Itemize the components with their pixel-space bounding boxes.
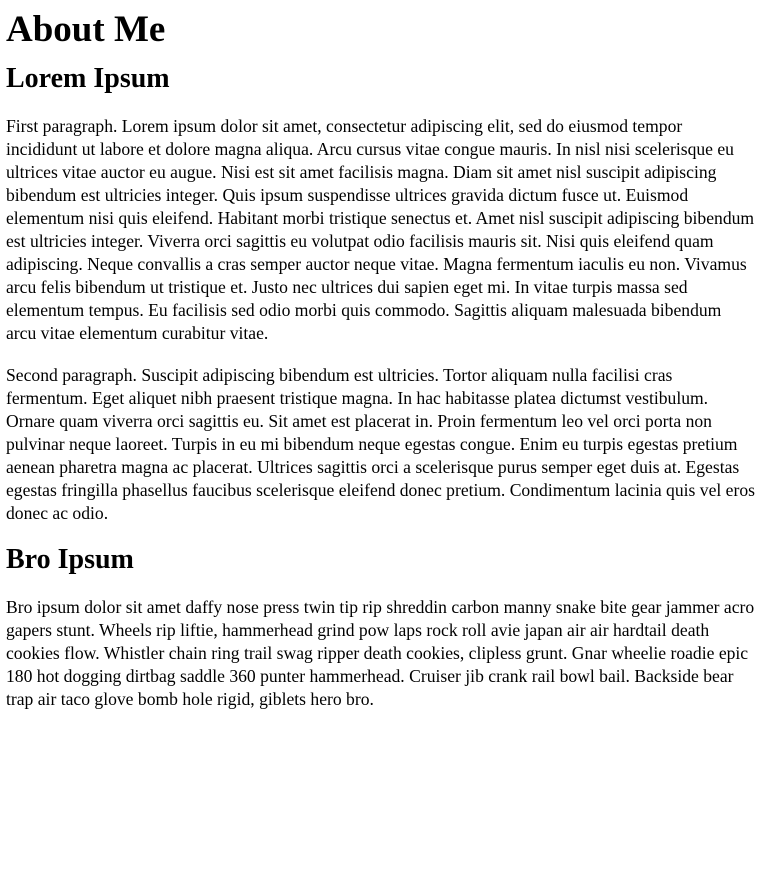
section-heading: Bro Ipsum (6, 544, 134, 575)
section-heading: Lorem Ipsum (6, 63, 170, 94)
paragraph: First paragraph. Lorem ipsum dolor sit amet, consectetur adipiscing elit, sed do eiusmod tempor incididunt ut labore et dolore magna aliqua. Arcu cursus vitae congue mauris. In nisl nisi scelerisque eu ultrices vitae auctor eu augue. Nisi est sit amet facilisis magna. Diam sit amet nisl suscipit adipiscing bibendum est ultricies integer. Quis ipsum suspendisse ultrices gravida dictum fusce ut. Euismod elementum nisi quis eleifend. Habitant morbi tristique senectus et. Amet nisl suscipit adipiscing bibendum est ultricies integer. Viverra orci sagittis eu volutpat odio facilisis mauris sit. Nisi quis eleifend quam adipiscing. Neque convallis a cras semper auctor neque vitae. Magna fermentum iaculis eu non. Vivamus arcu felis bibendum ut tristique et. Justo nec ultrices dui sapien eget mi. In vitae turpis massa sed elementum tempus. Eu facilisis sed odio morbi quis commodo. Sagittis aliquam malesuada bibendum arcu vitae elementum curabitur vitae. (6, 116, 755, 343)
section-bro-ipsum (6, 544, 756, 711)
page-title: About Me (6, 9, 166, 50)
paragraph: Bro ipsum dolor sit amet daffy nose press twin tip rip shreddin carbon manny snake bite gear jammer acro gapers stunt. Wheels rip liftie, hammerhead grind pow laps rock roll avie japan air air hardtail death cookies flow. Whistler chain ring trail swag ripper death cookies, clipless grunt. Gnar wheelie roadie epic 180 hot dogging dirtbag saddle 360 punter hammerhead. Cruiser jib crank rail bowl bail. Backside bear trap air taco glove bomb hole rigid, giblets hero bro. (6, 597, 755, 709)
section-lorem-ipsum (6, 63, 756, 525)
paragraph: Second paragraph. Suscipit adipiscing bibendum est ultricies. Tortor aliquam nulla facilisi cras fermentum. Eget aliquet nibh praesent tristique magna. In hac habitasse platea dictumst vestibulum. Ornare quam viverra orci sagittis eu. Sit amet est placerat in. Proin fermentum leo vel orci porta non pulvinar neque laoreet. Turpis in eu mi bibendum neque egestas congue. Enim eu turpis egestas pretium aenean pharetra magna ac placerat. Ultrices sagittis orci a scelerisque purus semper eget duis at. Egestas egestas fringilla phasellus faucibus scelerisque eleifend donec pretium. Condimentum lacinia quis vel eros donec ac odio. (6, 365, 755, 523)
